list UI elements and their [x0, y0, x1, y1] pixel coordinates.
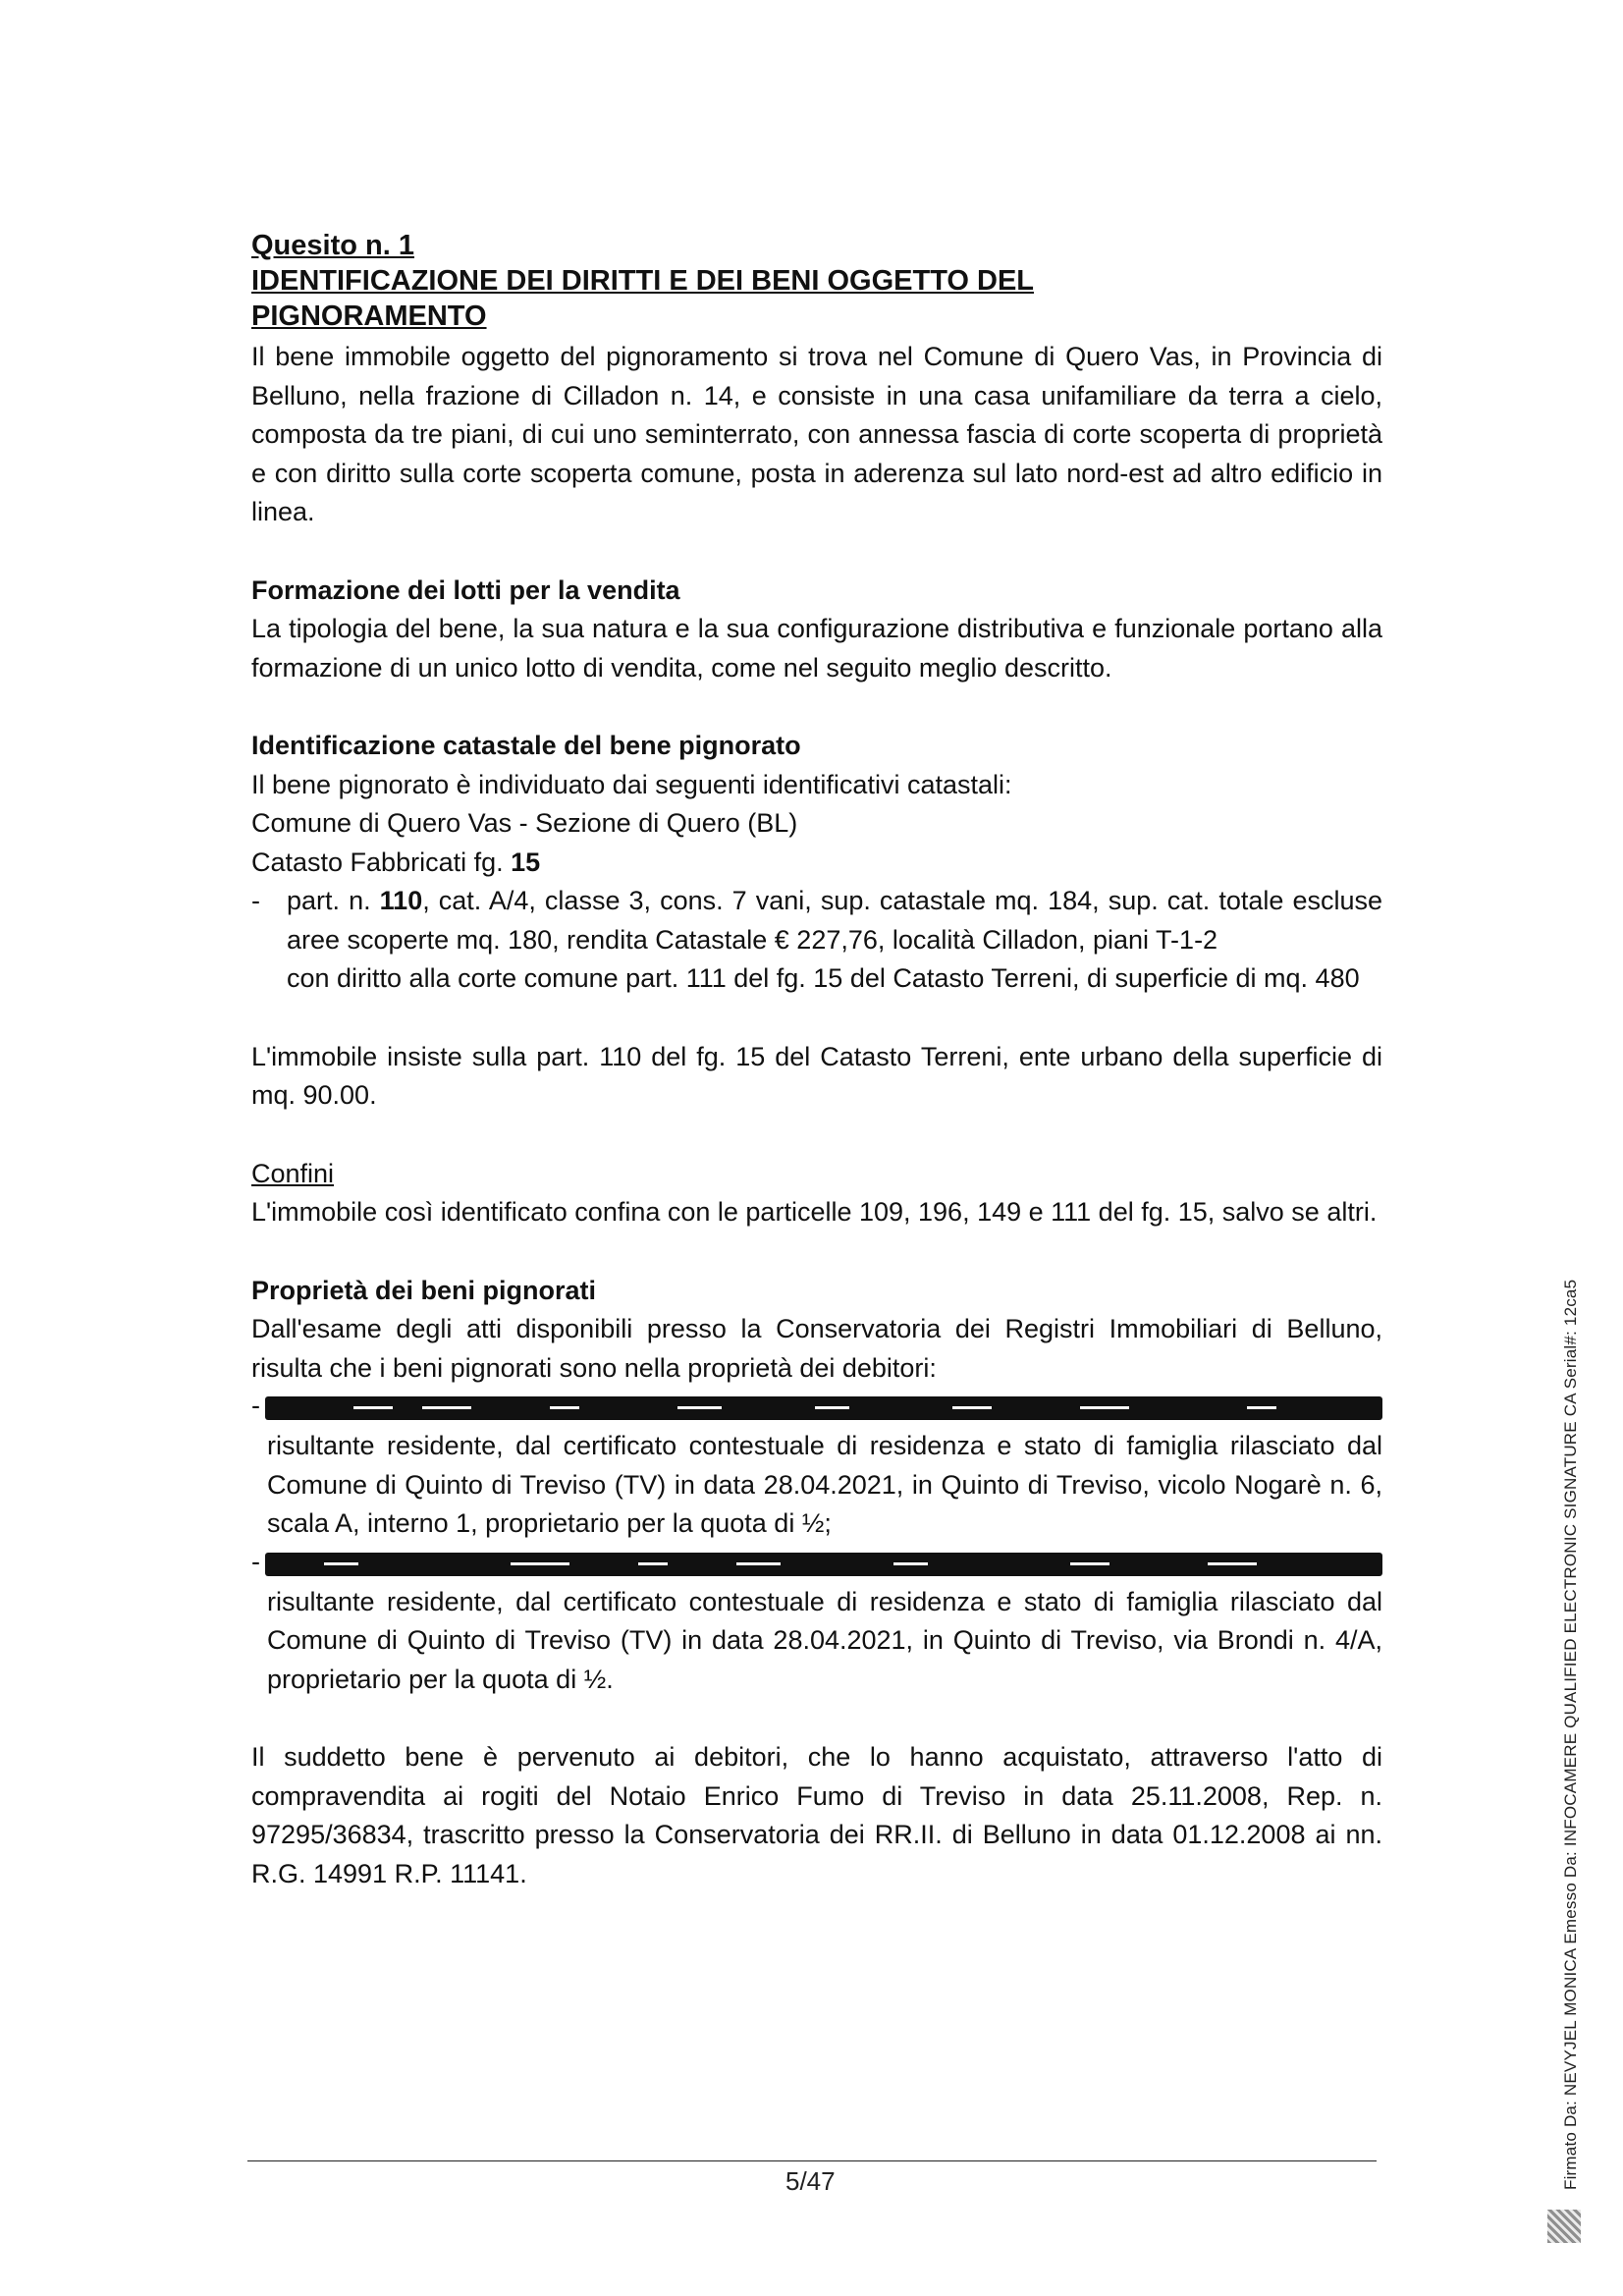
catastale-line1: Il bene pignorato è individuato dai seguenti identificativi catastali: [251, 769, 1012, 799]
main-heading-line1: IDENTIFICAZIONE DEI DIRITTI E DEI BENI OGGETTO DEL [251, 265, 1035, 297]
catastale-item-text [287, 882, 1382, 959]
part-details: , cat. A/4, classe 3, cons. 7 vani, sup. catastale mq. 184, sup. cat. totale escluse aree scoperte mq. 180, rendita Catastale € 227,76, località Cilladon, piani T-1-2 [287, 886, 1382, 955]
catastale-line3 [251, 844, 1382, 883]
proprieta-heading: Proprietà dei beni pignorati [251, 1275, 597, 1305]
insiste-paragraph: L'immobile insiste sulla part. 110 del fg. 15 del Catasto Terreni, ente urbano della superficie di mq. 90.00. [251, 1041, 1382, 1110]
part-label: part. n. [287, 886, 380, 915]
document-body [251, 228, 1382, 1893]
main-heading-line2: PIGNORAMENTO [251, 301, 487, 332]
signature-seal-icon [1547, 2210, 1581, 2243]
lotti-heading: Formazione dei lotti per la vendita [251, 574, 680, 605]
catastale-corte: con diritto alla corte comune part. 111 del fg. 15 del Catasto Terreni, di superficie di mq. 480 [287, 963, 1360, 993]
section-title: Quesito n. 1 [251, 230, 414, 261]
redacted-owner-name-1 [251, 1391, 1382, 1420]
proprieta-intro: Dall'esame degli atti disponibili presso la Conservatoria dei Registri Immobiliari di Belluno, risulta che i beni pignorati sono nella proprietà dei debitori: [251, 1314, 1382, 1383]
confini-heading: Confini [251, 1158, 335, 1188]
provenienza-paragraph: Il suddetto bene è pervenuto ai debitori, che lo hanno acquistato, attraverso l'atto di compravendita ai rogiti del Notaio Enrico Fumo di Treviso in data 25.11.2008, Rep. n. 97295/36834, trascritto presso la Conservatoria dei RR.II. di Belluno in data 01.12.2008 ai nn. R.G. 14991 R.P. 11141. [251, 1742, 1382, 1888]
part-number: 110 [379, 886, 423, 915]
redaction-bar [265, 1396, 1382, 1420]
list-dash: - [251, 1391, 260, 1420]
catasto-label: Catasto Fabbricati fg. [251, 847, 512, 877]
intro-paragraph: Il bene immobile oggetto del pignoramento si trova nel Comune di Quero Vas, in Provincia di Belluno, nella frazione di Cilladon n. 14, e consiste in una casa unifamiliare da terra a cielo, composta da tre piani, di cui uno seminterrato, con annessa fascia di corte scoperta di proprietà e con diritto sulla corte scoperta comune, posta in aderenza sul lato nord-est ad altro edificio in linea. [251, 342, 1382, 526]
catastale-heading: Identificazione catastale del bene pignorato [251, 731, 801, 760]
list-dash: - [251, 1546, 260, 1576]
confini-paragraph: L'immobile così identificato confina con le particelle 109, 196, 149 e 111 del fg. 15, salvo se altri. [251, 1197, 1378, 1227]
owner-2-text: risultante residente, dal certificato contestuale di residenza e stato di famiglia rilasciato dal Comune di Quinto di Treviso (TV) in data 28.04.2021, in Quinto di Treviso, via Brondi n. 4/A, proprietario per la quota di ½. [267, 1586, 1382, 1694]
list-dash: - [251, 886, 260, 915]
owner-1-text: risultante residente, dal certificato contestuale di residenza e stato di famiglia rilasciato dal Comune di Quinto di Treviso (TV) in data 28.04.2021, in Quinto di Treviso, vicolo Nogarè n. 6, scala A, interno 1, proprietario per la quota di ½; [267, 1431, 1382, 1538]
foglio-number: 15 [511, 847, 541, 877]
digital-signature-stamp: Firmato Da: NEVYJEL MONICA Emesso Da: INFOCAMERE QUALIFIED ELECTRONIC SIGNATURE CA Serial#: 12ca5 [1561, 1279, 1580, 2190]
catastale-line2: Comune di Quero Vas - Sezione di Quero (BL) [251, 808, 798, 838]
redacted-owner-name-2 [251, 1546, 1382, 1576]
lotti-paragraph: La tipologia del bene, la sua natura e la sua configurazione distributiva e funzionale portano alla formazione di un unico lotto di vendita, come nel seguito meglio descritto. [251, 614, 1382, 683]
redaction-bar [265, 1553, 1382, 1576]
catastale-item [251, 882, 1382, 999]
footer-divider [247, 2160, 1377, 2161]
page-number: 5/47 [785, 2166, 836, 2196]
